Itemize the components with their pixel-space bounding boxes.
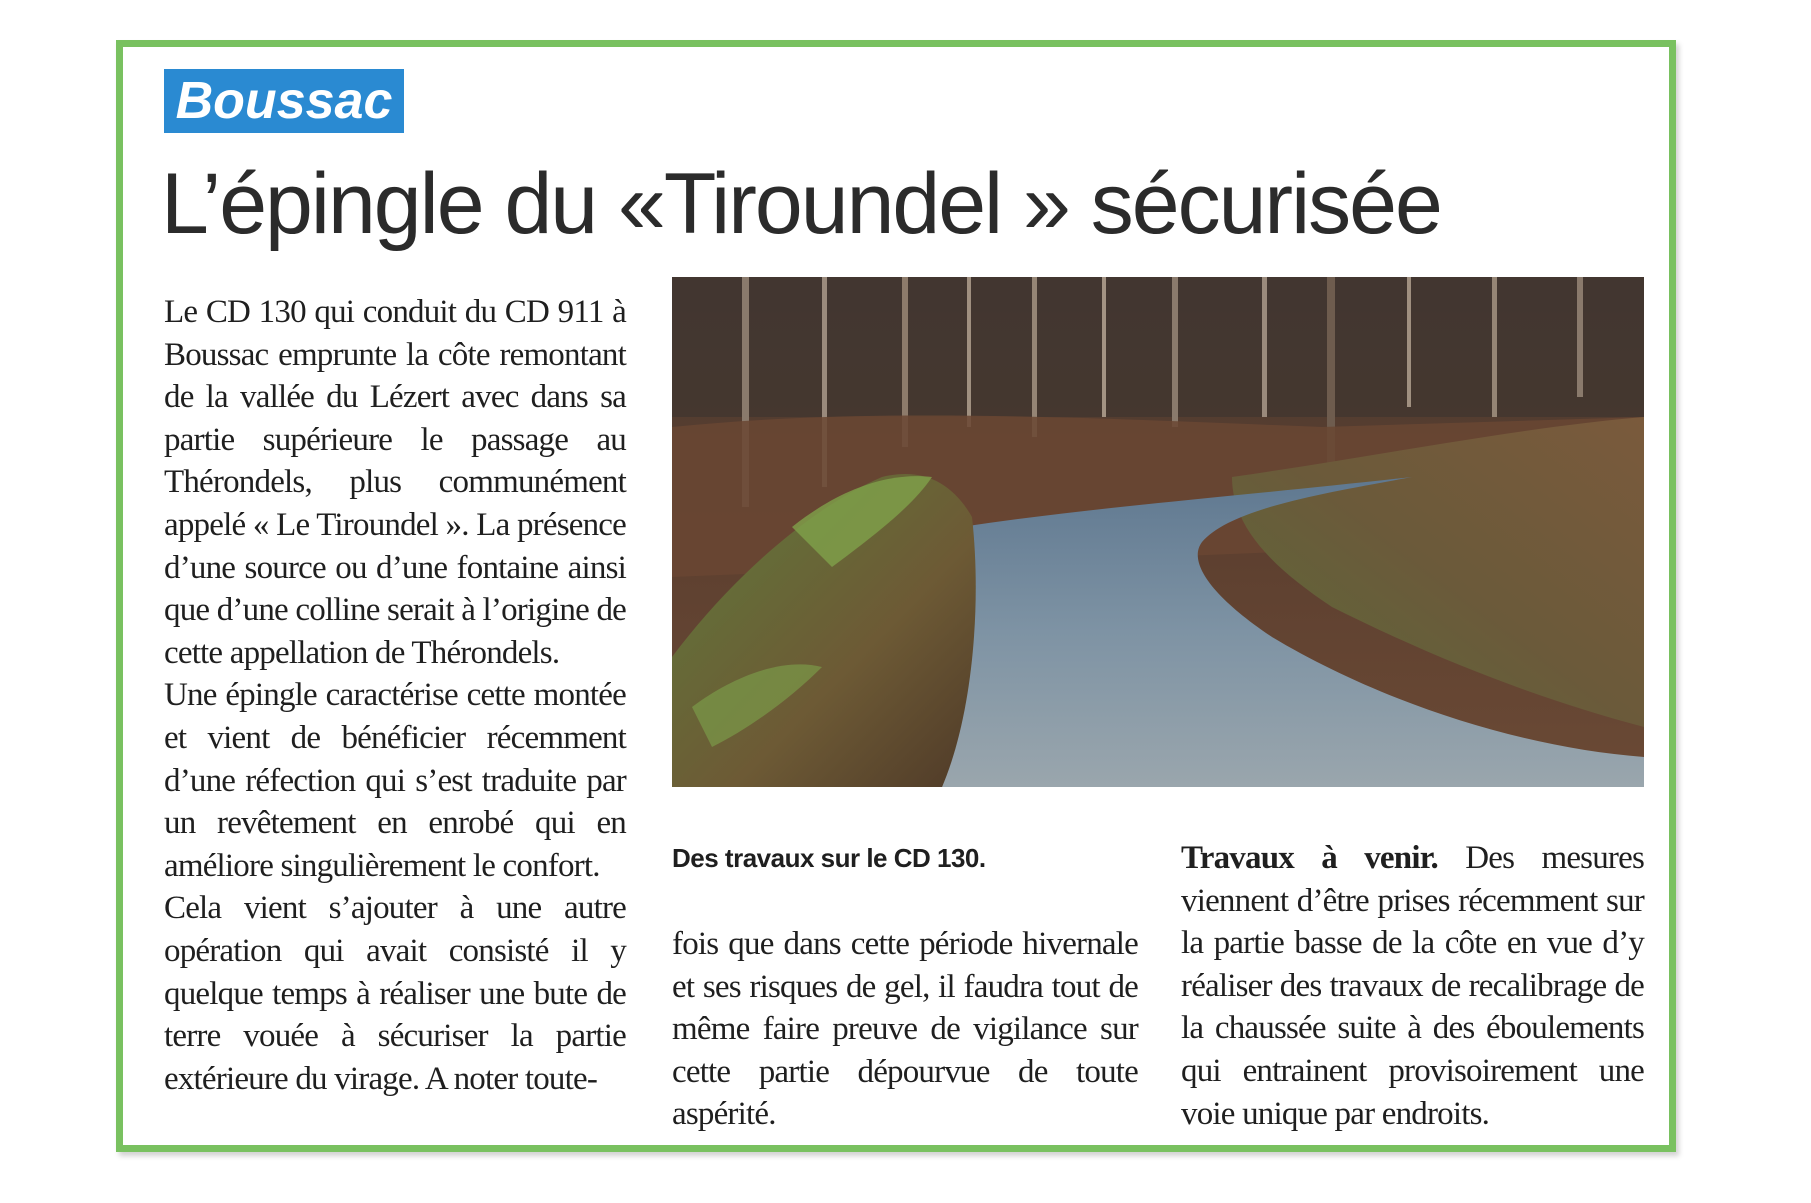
body-column-2	[672, 923, 1138, 1136]
body-column-1	[164, 291, 626, 1100]
paragraph-5-text: Des mesures viennent d’être prises récemment sur la partie basse de la côte en vue d’y réaliser des travaux de recalibrage de la chaussée suite à des éboulements qui entrainent provisoirement une voie unique par endroits.	[1181, 840, 1644, 1132]
paragraph-3: Cela vient s’ajouter à une autre opération qui avait consisté il y quelque temps à réaliser une bute de terre vouée à sécuriser la partie extérieure du virage. A noter toute-	[164, 890, 626, 1097]
paragraph-5	[1181, 837, 1644, 1135]
photo-caption: Des travaux sur le CD 130.	[672, 843, 986, 873]
paragraph-4: fois que dans cette période hivernale et ses risques de gel, il faudra tout de même faire preuve de vigilance sur cette partie dépourvue de toute aspérité.	[672, 926, 1138, 1133]
road-photo	[672, 277, 1644, 787]
headline: L’épingle du «Tiroundel » sécurisée	[161, 156, 1441, 252]
section-label: Boussac	[164, 69, 404, 133]
paragraph-2: Une épingle caractérise cette montée et vient de bénéficier récemment d’une réfection qui s’est traduite par un revêtement en enrobé qui en améliore singulièrement le confort.	[164, 677, 626, 884]
article-clipping	[116, 40, 1676, 1152]
paragraph-1: Le CD 130 qui conduit du CD 911 à Boussac emprunte la côte remontant de la vallée du Lézert avec dans sa partie supérieure le passage au Thérondels, plus communément appelé « Le Tiroundel ». La présence d’une source ou d’une fontaine ainsi que d’une colline serait à l’origine de cette appellation de Thérondels.	[164, 294, 626, 671]
subhead-travaux: Travaux à venir.	[1181, 840, 1438, 876]
body-column-3	[1181, 837, 1644, 1135]
road-photo-icon	[672, 277, 1644, 787]
